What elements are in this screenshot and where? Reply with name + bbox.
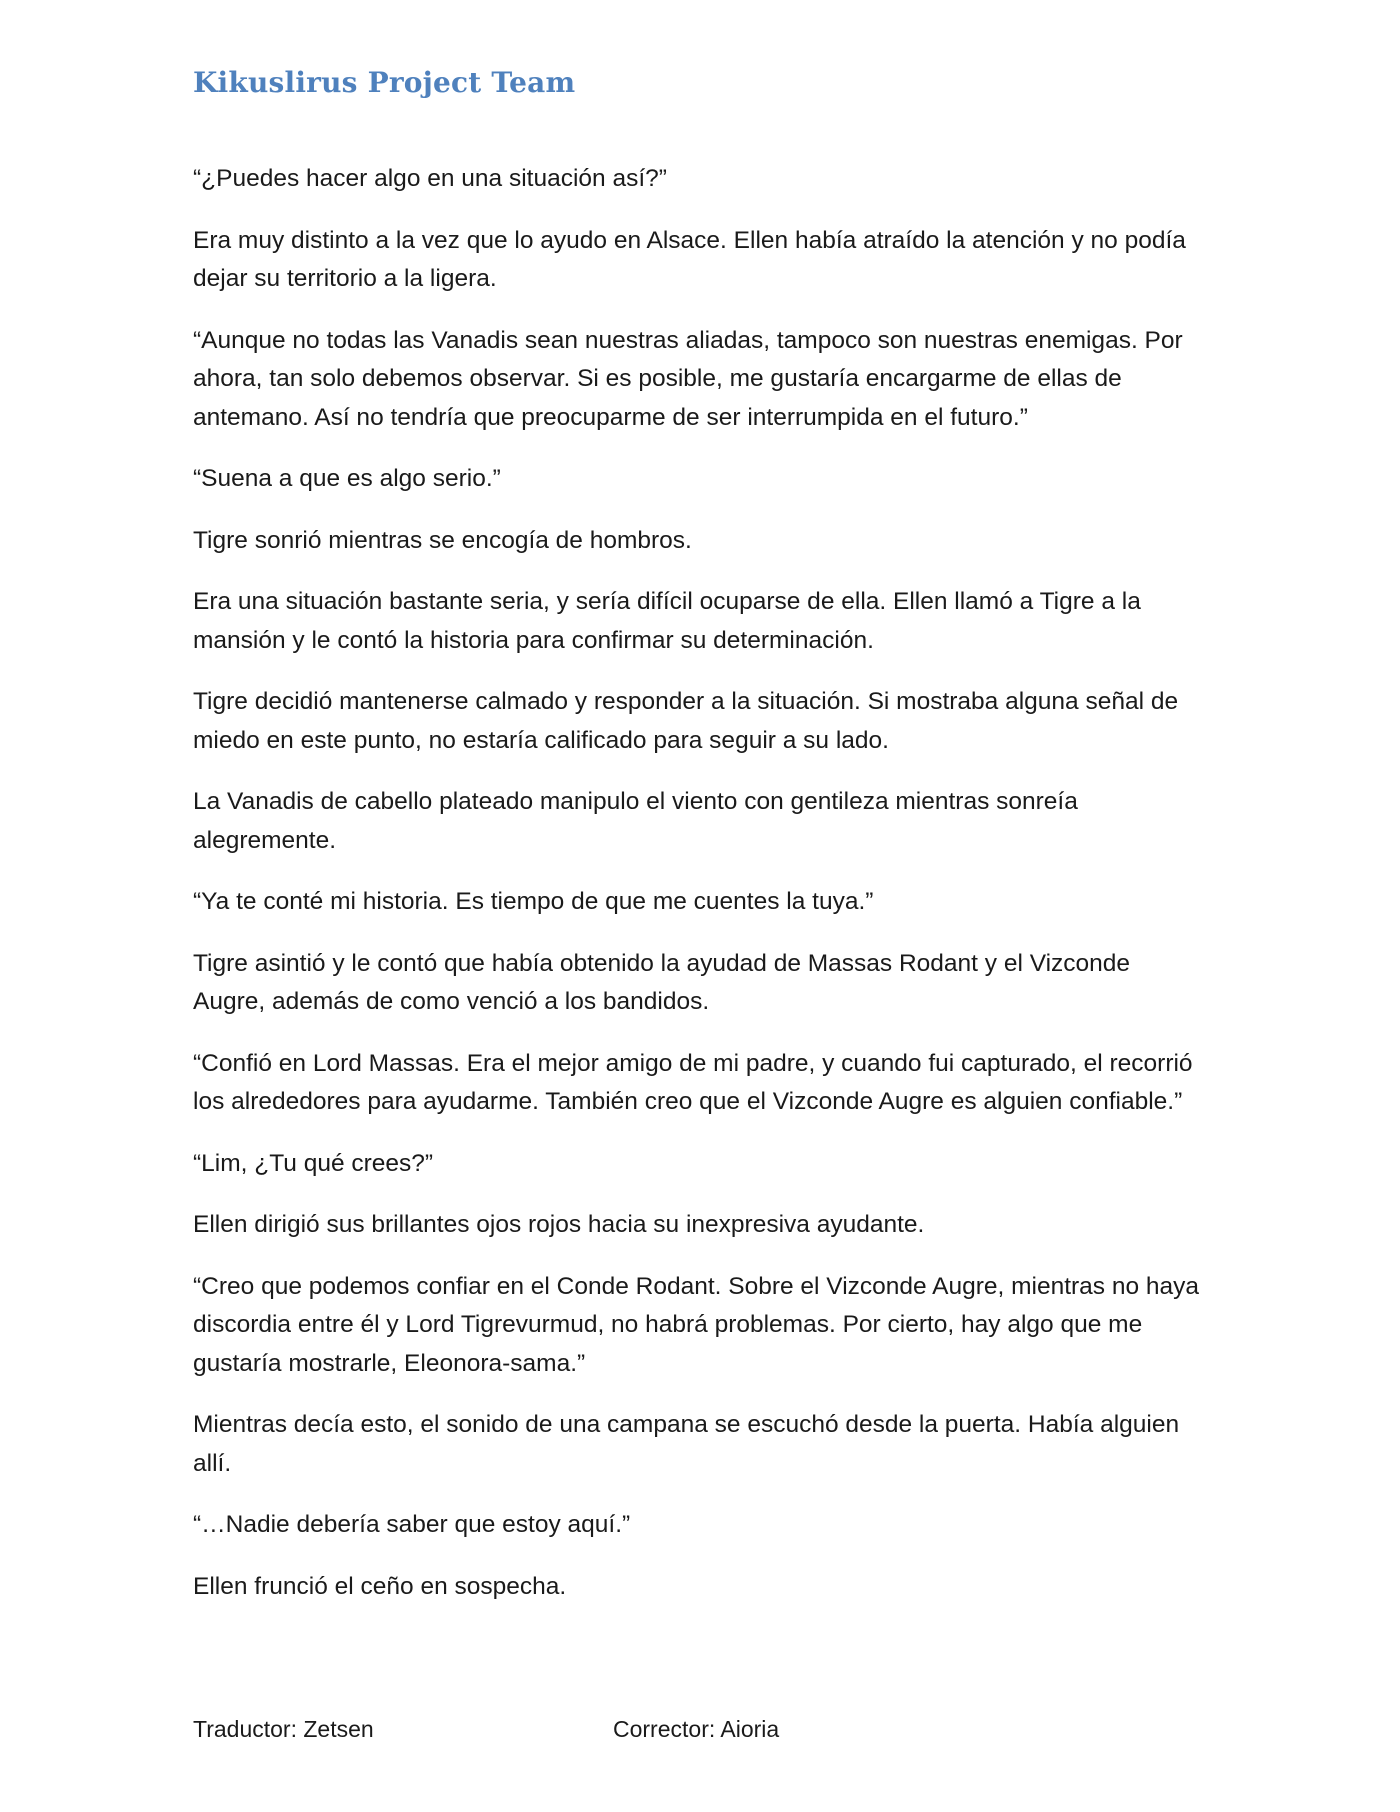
paragraph: “Ya te conté mi historia. Es tiempo de que me cuentes la tuya.” [193, 888, 874, 915]
paragraph: Ellen frunció el ceño en sospecha. [193, 1572, 567, 1600]
translator-credit: Traductor: Zetsen [193, 1716, 374, 1742]
footer-credits [193, 1716, 1203, 1756]
paragraph: La Vanadis de cabello plateado manipulo el viento con gentileza mientras sonreía alegremente. [193, 788, 1078, 854]
header-title: Kikuslirus Project Team [193, 66, 576, 99]
paragraph: Mientras decía esto, el sonido de una campana se escuchó desde la puerta. Había alguien allí. [193, 1411, 1180, 1477]
paragraph: Tigre decidió mantenerse calmado y responder a la situación. Si mostraba alguna señal de miedo en este punto, no estaría calificado para seguir a su lado. [193, 688, 1179, 754]
paragraph: “¿Puedes hacer algo en una situación así?” [193, 165, 667, 192]
corrector-credit: Corrector: Aioria [613, 1716, 780, 1742]
paragraph: “Creo que podemos confiar en el Conde Rodant. Sobre el Vizconde Augre, mientras no haya discordia entre él y Lord Tigrevurmud, no habrá problemas. Por cierto, hay algo que me gustaría mostrarle, Eleonora-sama.” [193, 1272, 1200, 1377]
paragraph: Tigre sonrió mientras se encogía de hombros. [193, 526, 692, 554]
paragraph: “Aunque no todas las Vanadis sean nuestras aliadas, tampoco son nuestras enemigas. Por ahora, tan solo debemos observar. Si es posible, me gustaría encargarme de ellas de antemano. Así no tendría que preocuparme de ser interrumpida en el futuro.” [193, 326, 1183, 431]
paragraph: Ellen dirigió sus brillantes ojos rojos hacia su inexpresiva ayudante. [193, 1211, 925, 1238]
paragraph: Era una situación bastante seria, y sería difícil ocuparse de ella. Ellen llamó a Tigre a la mansión y le contó la historia para confirmar su determinación. [193, 588, 1141, 654]
paragraph: “Confió en Lord Massas. Era el mejor amigo de mi padre, y cuando fui capturado, el recorrió los alrededores para ayudarme. También creo que el Vizconde Augre es alguien confiable.” [193, 1049, 1193, 1115]
paragraph: Era muy distinto a la vez que lo ayudo en Alsace. Ellen había atraído la atención y no podía dejar su territorio a la ligera. [193, 226, 1186, 292]
paragraph: “Lim, ¿Tu qué crees?” [193, 1149, 434, 1177]
paragraph: “…Nadie debería saber que estoy aquí.” [193, 1511, 631, 1538]
paragraph: “Suena a que es algo serio.” [193, 465, 501, 492]
document-body [193, 160, 1203, 1629]
paragraph: Tigre asintió y le contó que había obtenido la ayudad de Massas Rodant y el Vizconde Augre, además de como venció a los bandidos. [193, 949, 1131, 1015]
